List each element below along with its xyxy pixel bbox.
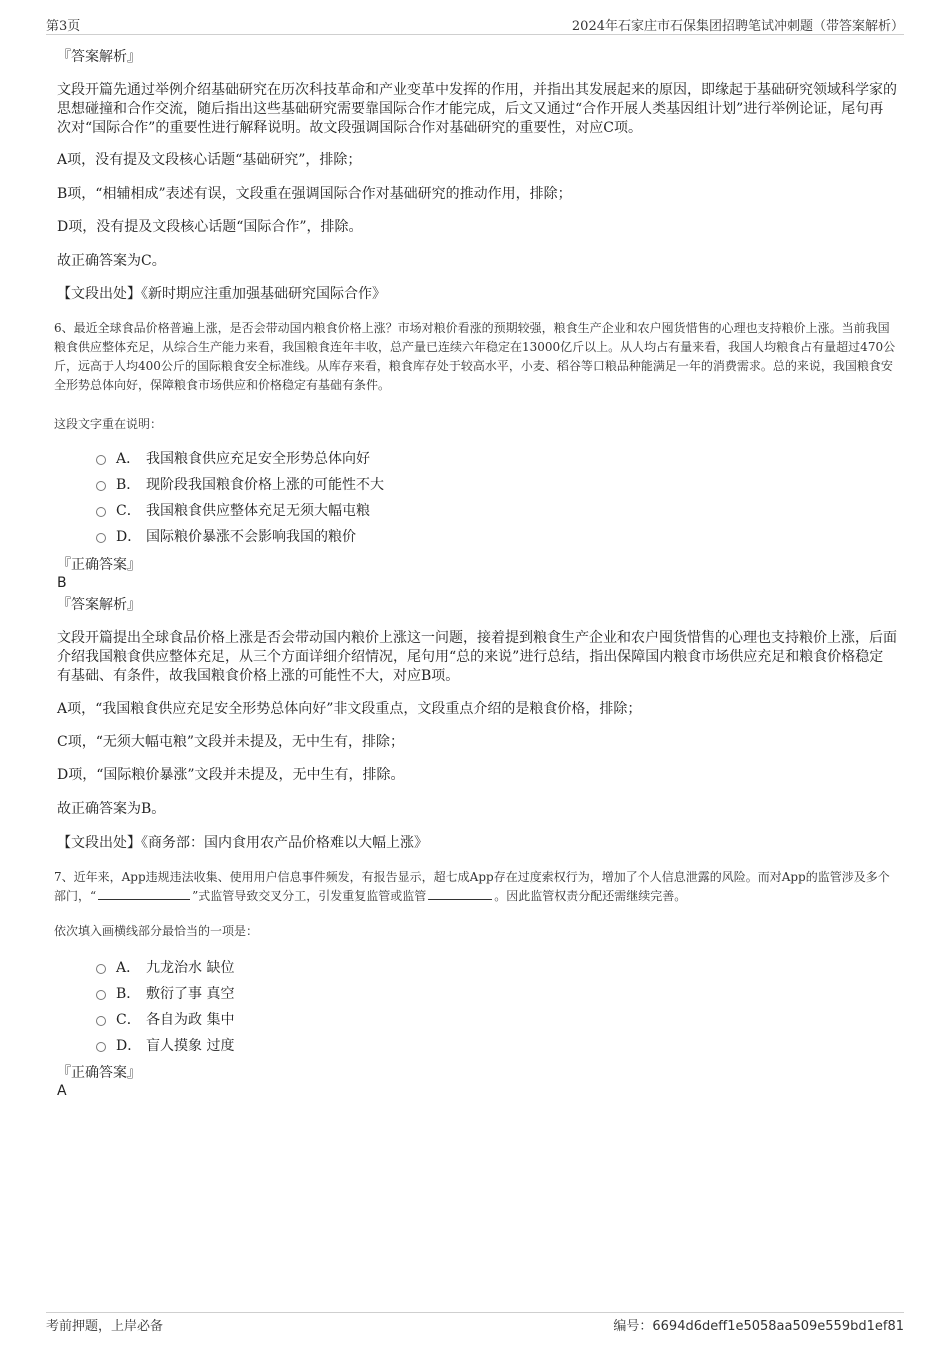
q6-analysis-note-a: A项，“我国粮食供应充足安全形势总体向好”非文段重点，文段重点介绍的是粮食价格，排除；	[57, 701, 642, 717]
q6-source-citation: 【文段出处】《商务部：国内食用农产品价格难以大幅上涨》	[57, 835, 428, 851]
document-title: 2024年石家庄市石保集团招聘笔试冲刺题（带答案解析）	[571, 19, 904, 34]
radio-icon[interactable]	[96, 1042, 106, 1052]
fill-blank-1[interactable]	[98, 887, 190, 900]
page-header	[46, 14, 904, 35]
q6-answer-tag: 『正确答案』	[57, 557, 141, 573]
analysis-note-a: A项，没有提及文段核心话题“基础研究”，排除；	[57, 152, 362, 168]
page-number: 第3页	[46, 19, 81, 34]
analysis-conclusion: 故正确答案为C。	[57, 253, 166, 269]
footer-slogan: 考前押题，上岸必备	[46, 1319, 164, 1334]
analysis-note-b: B项，“相辅相成”表述有误，文段重在强调国际合作对基础研究的推动作用，排除；	[57, 186, 572, 202]
analysis-text: 文段开篇先通过举例介绍基础研究在历次科技革命和产业变革中发挥的作用，并指出其发展起来的原因，即缘起于基础研究领域科学家的思想碰撞和合作交流，随后指出这些基础研究需要靠国际合作才能完成，后文又通过“合作开展人类基因组计划”进行举例论证，尾句再次对“国际合作”的重要性进行解释说明。故文段强调国际合作对基础研究的重要性，对应C项。	[57, 82, 897, 136]
question-7-stem: 7、近年来，App违规违法收集、使用用户信息事件频发，有报告显示，超七成App存在过度索权行为，增加了个人信息泄露的风险。而对App的监管涉及多个部门，“ ”式监管导致交叉分工，引发重复监管或监管 。因此监管权责分配还需继续完善。	[54, 870, 890, 903]
question-7-prompt: 依次填入画横线部分最恰当的一项是：	[54, 924, 259, 938]
radio-icon[interactable]	[96, 455, 106, 465]
document-code: 编号：6694d6deff1e5058aa509e559bd1ef81	[613, 1319, 904, 1334]
radio-icon[interactable]	[96, 990, 106, 1000]
q6-answer: B	[57, 575, 67, 591]
radio-icon[interactable]	[96, 481, 106, 491]
q6-analysis-note-d: D项，“国际粮价暴涨”文段并未提及，无中生有，排除。	[57, 767, 405, 783]
analysis-tag: 『答案解析』	[57, 49, 141, 65]
question-6-prompt: 这段文字重在说明：	[54, 417, 163, 431]
question-6-stem: 6、最近全球食品价格普遍上涨，是否会带动国内粮食价格上涨？市场对粮价看涨的预期较强，粮食生产企业和农户囤货惜售的心理也支持粮价上涨。当前我国粮食供应整体充足，从综合生产能力来看，我国粮食连年丰收，总产量已连续六年稳定在13000亿斤以上。从人均占有量来看，我国人均粮食占有量超过470公斤，远高于人均400公斤的国际粮食安全标准线。从库存来看，粮食库存处于较高水平，小麦、稻谷等口粮品种能满足一年的消费需求。总的来说，我国粮食安全形势总体向好，保障粮食市场供应和价格稳定有基础有条件。	[54, 321, 896, 392]
radio-icon[interactable]	[96, 964, 106, 974]
radio-icon[interactable]	[96, 507, 106, 517]
page-footer	[46, 1312, 904, 1333]
radio-icon[interactable]	[96, 533, 106, 543]
fill-blank-2[interactable]	[428, 887, 492, 900]
q7-answer-tag: 『正确答案』	[57, 1065, 141, 1081]
q7-answer: A	[57, 1083, 67, 1099]
radio-icon[interactable]	[96, 1016, 106, 1026]
q6-conclusion: 故正确答案为B。	[57, 801, 166, 817]
q6-analysis-tag: 『答案解析』	[57, 597, 141, 613]
analysis-note-d: D项，没有提及文段核心话题“国际合作”，排除。	[57, 219, 363, 235]
q6-analysis-note-c: C项，“无须大幅屯粮”文段并未提及，无中生有，排除；	[57, 734, 405, 750]
q6-analysis-text: 文段开篇提出全球食品价格上涨是否会带动国内粮价上涨这一问题，接着提到粮食生产企业和农户囤货惜售的心理也支持粮价上涨，后面介绍我国粮食供应整体充足，从三个方面详细介绍情况，尾句用“总的来说”进行总结，指出保障国内粮食市场供应充足和粮食价格稳定有基础、有条件，故我国粮食价格上涨的可能性不大，对应B项。	[57, 630, 897, 684]
source-citation: 【文段出处】《新时期应注重加强基础研究国际合作》	[57, 286, 386, 302]
